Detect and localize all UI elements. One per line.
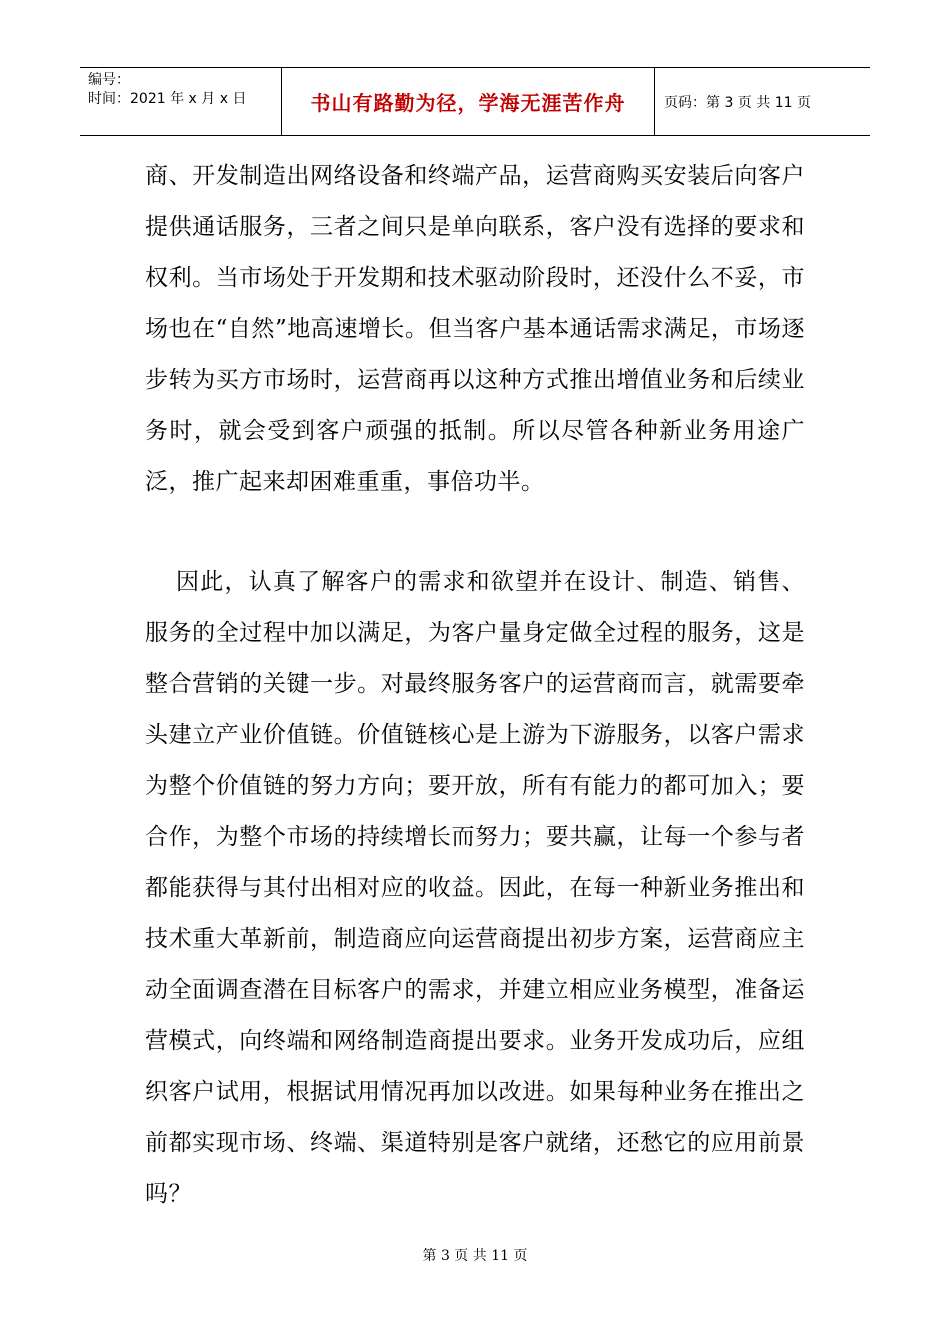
paragraph-text: 商、开发制造出网络设备和终端产品，运营商购买安装后向客户提供通话服务，三者之间只是单向联系，客户没有选择的要求和权利。当市场处于开发期和技术驱动阶段时，还没什么不妥，市场也在“自然”地高速增长。但当客户基本通话需求满足，市场逐步转为买方市场时，运营商再以这种方式推出增值业务和后续业务时，就会受到客户顽强的抵制。所以尽管各种新业务用途广泛，推广起来却困难重重，事倍功半。	[145, 163, 805, 495]
page-footer: 第 3 页 共 11 页	[422, 1248, 528, 1264]
number-label: 编号：	[88, 72, 130, 88]
header-divider	[654, 67, 655, 136]
header-meta	[88, 71, 246, 109]
header-motto: 书山有路勤为径，学海无涯苦作舟	[310, 91, 626, 115]
time-label: 时间：2021 年 x 月 x 日	[88, 91, 247, 107]
paragraph-2	[145, 557, 805, 1220]
page-header	[80, 67, 870, 136]
paragraph-text: 因此，认真了解客户的需求和欲望并在设计、制造、销售、服务的全过程中加以满足，为客户量身定做全过程的服务，这是整合营销的关键一步。对最终服务客户的运营商而言，就需要牵头建立产业价值链。价值链核心是上游为下游服务，以客户需求为整个价值链的努力方向；要开放，所有有能力的都可加入；要合作，为整个市场的持续增长而努力；要共赢，让每一个参与者都能获得与其付出相对应的收益。因此，在每一种新业务推出和技术重大革新前，制造商应向运营商提出初步方案，运营商应主动全面调查潜在目标客户的需求，并建立相应业务模型，准备运营模式，向终端和网络制造商提出要求。业务开发成功后，应组织客户试用，根据试用情况再加以改进。如果每种业务在推出之前都实现市场、终端、渠道特别是客户就绪，还愁它的应用前景吗？	[145, 569, 805, 1207]
paragraph-1	[145, 151, 805, 508]
header-page-info: 页码：第 3 页 共 11 页	[664, 94, 811, 111]
